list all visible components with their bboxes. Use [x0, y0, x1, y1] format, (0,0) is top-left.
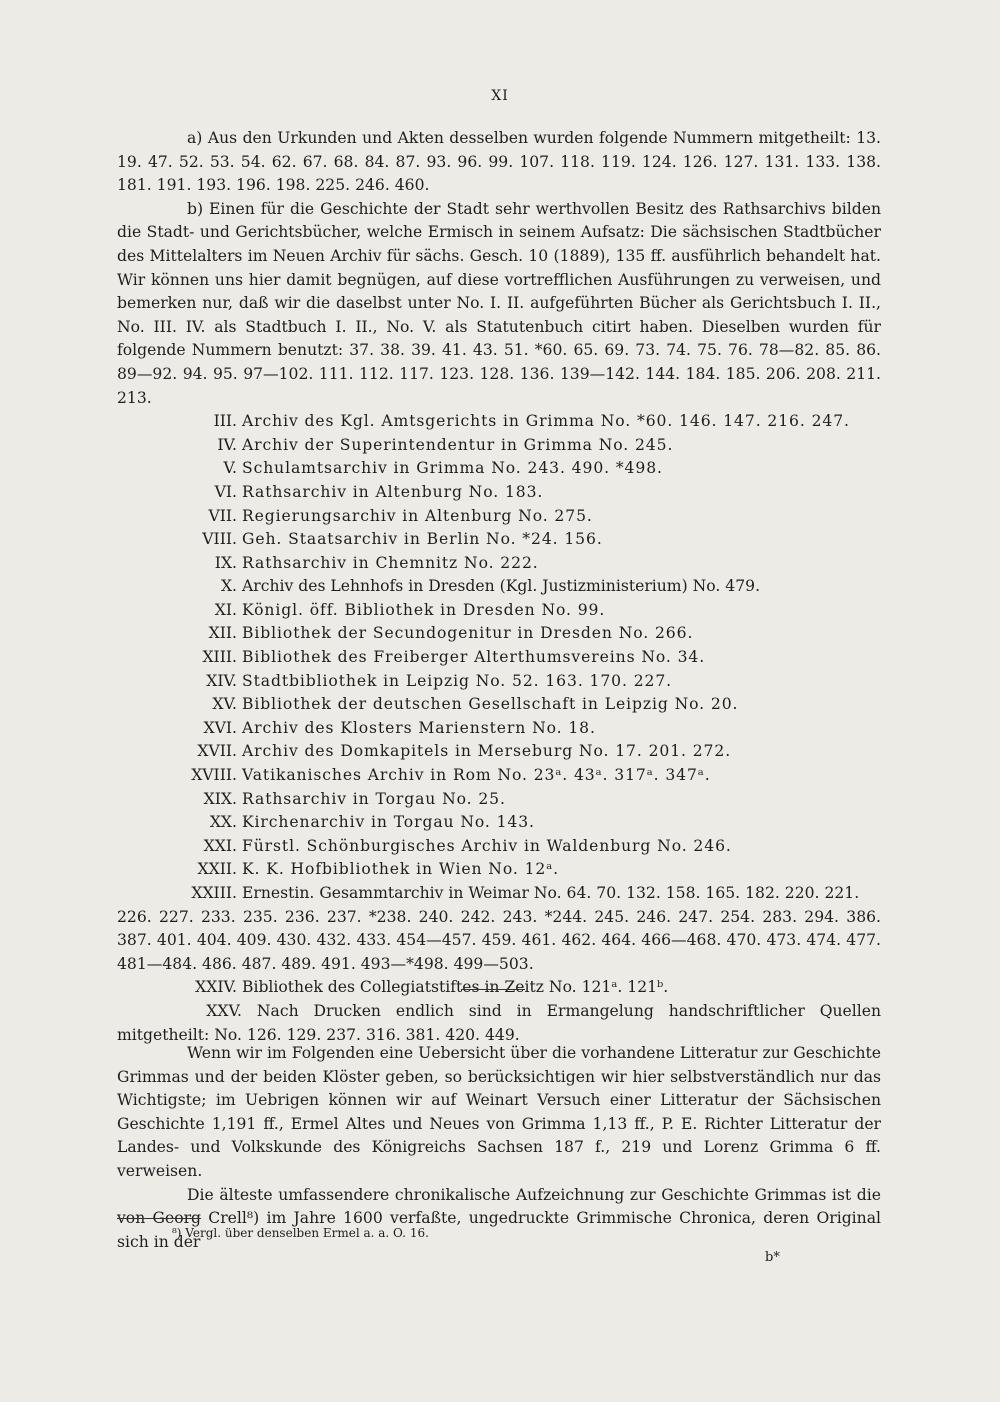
archive-entry: Rathsarchiv in Altenburg No. 183.	[242, 482, 544, 501]
archive-entry: K. K. Hofbibliothek in Wien No. 12ᵃ.	[242, 860, 559, 879]
list-item	[117, 599, 881, 623]
list-item	[117, 788, 881, 812]
list-item	[117, 858, 881, 882]
paragraph-b: b) Einen für die Geschichte der Stadt sehr werthvollen Besitz des Rathsarchivs bilden die Stadt- und Gerichtsbücher, welche Ermisch in seinem Aufsatz: Die sächsischen Stadtbücher des Mittelalters im Neuen Archiv für sächs. Gesch. 10 (1889), 135 ff. ausführlich behandelt hat. Wir können uns hier damit begnügen, auf diese vortrefflichen Ausführungen zu verweisen, und bemerken nur, daß wir die daselbst unter No. I. II. aufgeführten Bücher als Gerichtsbuch I. II., No. III. IV. als Stadtbuch I. II., No. V. als Statutenbuch citirt haben. Dieselben wurden für folgende Nummern benutzt: 37. 38. 39. 41. 43. 51. *60. 65. 69. 73. 74. 75. 76. 78—82. 85. 86. 89—92. 94. 95. 97—102. 111. 112. 117. 123. 128. 136. 139—142. 144. 184. 185. 206. 208. 211. 213.	[117, 199, 881, 407]
archive-number: XIX.	[203, 789, 237, 808]
list-item	[117, 505, 881, 529]
archive-number: XXIII.	[191, 884, 237, 902]
archive-entry: Regierungsarchiv in Altenburg No. 275.	[242, 506, 593, 525]
list-item	[117, 457, 881, 481]
footnote: ⁸) Vergl. über denselben Ermel a. a. O. 16.	[172, 1226, 429, 1240]
archive-number: XI.	[214, 600, 237, 619]
list-item	[117, 670, 881, 694]
archive-entry: Bibliothek des Freiberger Alterthumsvereins No. 34.	[242, 648, 706, 667]
list-item	[117, 410, 881, 434]
archive-number: XXI.	[203, 836, 237, 855]
archive-number: XXV.	[206, 1001, 242, 1020]
archive-number: IV.	[217, 435, 237, 454]
archive-entry: Stadtbibliothek in Leipzig No. 52. 163. 170. 227.	[242, 671, 673, 690]
main-text	[117, 127, 881, 1047]
archive-entry: Rathsarchiv in Chemnitz No. 222.	[242, 553, 539, 572]
archive-list	[117, 410, 881, 905]
list-item	[117, 481, 881, 505]
archive-entry: Ernestin. Gesammtarchiv in Weimar No. 64. 70. 132. 158. 165. 182. 220. 221.	[242, 884, 860, 902]
archive-entry: Geh. Staatsarchiv in Berlin No. *24. 156.	[242, 530, 603, 549]
list-item	[117, 740, 881, 764]
list-item	[117, 622, 881, 646]
archive-number: VII.	[208, 506, 237, 525]
list-item	[117, 646, 881, 670]
list-item	[117, 835, 881, 859]
footnote-divider	[117, 1218, 201, 1219]
archive-entry: Schulamtsarchiv in Grimma No. 243. 490. *498.	[242, 459, 663, 478]
archive-entry: Archiv des Klosters Marienstern No. 18.	[242, 718, 596, 737]
archive-entry: Kirchenarchiv in Torgau No. 143.	[242, 813, 535, 832]
archive-number: XXII.	[197, 860, 237, 879]
archive-xxv	[117, 1000, 881, 1047]
archive-entry: Nach Drucken endlich sind in Ermangelung handschriftlicher Quellen mitgetheilt: No. 126. 129. 237. 316. 381. 420. 449.	[117, 1001, 881, 1044]
archive-entry: Archiv des Domkapitels in Merseburg No. 17. 201. 272.	[242, 742, 732, 761]
paragraph-chronicle: Die älteste umfassendere chronikalische Aufzeichnung zur Geschichte Grimmas ist die von Georg Crell⁸) im Jahre 1600 verfaßte, ungedruckte Grimmische Chronica, deren Original sich in der	[117, 1185, 881, 1251]
list-item	[117, 693, 881, 717]
archive-entry: Rathsarchiv in Torgau No. 25.	[242, 789, 506, 808]
paragraph-a: a) Aus den Urkunden und Akten desselben wurden folgende Nummern mitgetheilt: 13. 19. 47. 52. 53. 54. 62. 67. 68. 84. 87. 93. 96. 99. 107. 118. 119. 124. 126. 127. 131. 133. 138. 181. 191. 193. 196. 198. 225. 246. 460.	[117, 129, 881, 195]
list-item	[117, 528, 881, 552]
archive-number: VIII.	[202, 530, 237, 549]
list-item	[117, 552, 881, 576]
archive-xxiii-continued: 226. 227. 233. 235. 236. 237. *238. 240. 242. 243. *244. 245. 246. 247. 254. 283. 294. 386. 387. 401. 404. 409. 430. 432. 433. 454—457. 459. 461. 462. 464. 466—468. 470. 473. 474. 477. 481—484. 486. 487. 489. 491. 493—*498. 499—503.	[117, 907, 881, 973]
signature-mark: b*	[765, 1250, 780, 1265]
archive-entry: Archiv der Superintendentur in Grimma No. 245.	[242, 435, 674, 454]
archive-entry: Bibliothek der Secundogenitur in Dresden No. 266.	[242, 624, 694, 643]
archive-number: V.	[223, 459, 237, 478]
archive-entry: Archiv des Kgl. Amtsgerichts in Grimma No. *60. 146. 147. 216. 247.	[242, 412, 850, 431]
archive-entry: Bibliothek der deutschen Gesellschaft in Leipzig No. 20.	[242, 695, 739, 714]
archive-entry: Fürstl. Schönburgisches Archiv in Waldenburg No. 246.	[242, 836, 732, 855]
list-item	[117, 575, 881, 599]
archive-entry: Archiv des Lehnhofs in Dresden (Kgl. Justizministerium) No. 479.	[242, 577, 761, 596]
archive-number: XIII.	[202, 648, 237, 667]
archive-number: III.	[213, 412, 237, 431]
archive-number: XVIII.	[191, 766, 237, 785]
list-item	[117, 764, 881, 788]
archive-entry: Bibliothek des Collegiatstiftes in Zeitz No. 121ᵃ. 121ᵇ.	[242, 978, 669, 997]
archive-number: IX.	[214, 553, 237, 572]
list-item	[117, 811, 881, 835]
archive-number: VI.	[214, 482, 237, 501]
page-number: XI	[491, 88, 509, 104]
archive-entry: Königl. öff. Bibliothek in Dresden No. 99.	[242, 600, 606, 619]
paragraph-literature: Wenn wir im Folgenden eine Uebersicht über die vorhandene Litteratur zur Geschichte Grimmas und der beiden Klöster geben, so berücksichtigen wir hier selbstverständlich nur das Wichtigste; im Uebrigen können wir auf Weinart Versuch einer Litteratur der Sächsischen Geschichte 1,191 ff., Ermel Altes und Neues von Grimma 1,13 ff., P. E. Richter Litteratur der Landes- und Volkskunde des Königreichs Sachsen 187 f., 219 und Lorenz Grimma 6 ff. verweisen.	[117, 1044, 881, 1180]
archive-number: XXIV.	[195, 978, 237, 997]
archive-entry: Vatikanisches Archiv in Rom No. 23ᵃ. 43ᵃ. 317ᵃ. 347ᵃ.	[242, 766, 711, 785]
archive-number: XV.	[212, 695, 237, 714]
archive-number: XII.	[208, 624, 237, 643]
archive-number: XVII.	[197, 742, 237, 761]
section-divider	[461, 989, 525, 990]
archive-number: XVI.	[203, 718, 237, 737]
archive-number: XIV.	[206, 671, 237, 690]
list-item	[117, 882, 881, 906]
archive-number: XX.	[209, 813, 237, 832]
archive-number: X.	[220, 577, 237, 596]
list-item	[117, 434, 881, 458]
list-item	[117, 717, 881, 741]
literature-section	[117, 1042, 881, 1254]
